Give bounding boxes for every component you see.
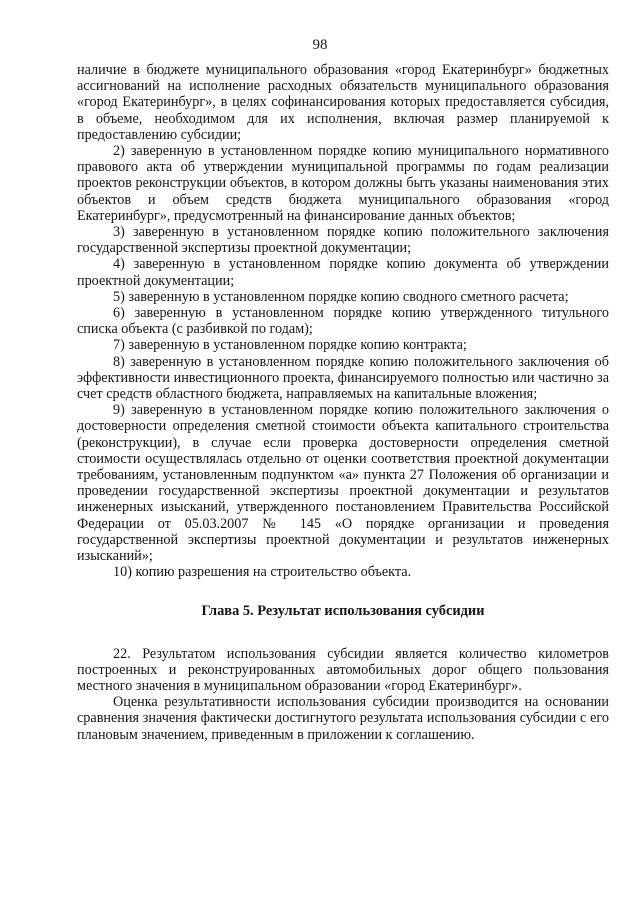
list-item-4: 4) заверенную в установленном порядке копию документа об утверждении проектной документации; — [77, 256, 609, 289]
paragraph-evaluation: Оценка результативности использования субсидии производится на основании сравнения значения фактически достигнутого результата использования субсидии с его плановым значением, приведенным в приложении к соглашению. — [77, 694, 609, 743]
list-item-7: 7) заверенную в установленном порядке копию контракта; — [113, 337, 467, 354]
document-body — [77, 62, 609, 743]
list-item-8: 8) заверенную в установленном порядке копию положительного заключения об эффективности инвестиционного проекта, финансируемого полностью или частично за счет средств областного бюджета, направляемых на капитальные вложения; — [77, 353, 609, 403]
list-item-6: 6) заверенную в установленном порядке копию утвержденного титульного списка объекта (с разбивкой по годам); — [77, 305, 609, 338]
list-item-9: 9) заверенную в установленном порядке копию положительного заключения о достоверности определения сметной стоимости объекта капитального строительства (реконструкции), в случае если проверка достоверности определения сметной стоимости осуществлялась отдельно от оценки соответствия проектной документации требованиям, установленным подпунктом «а» пункта 27 Положения об организации и проведении государственной экспертизы проектной документации и результатов инженерных изысканий, утвержденного постановлением Правительства Российской Федерации от 05.03.2007 № 145 «О порядке организации и проведения государственной экспертизы проектной документации и результатов инженерных изысканий»; — [77, 402, 609, 565]
list-item-5: 5) заверенную в установленном порядке копию сводного сметного расчета; — [113, 288, 569, 305]
list-item-2: 2) заверенную в установленном порядке копию муниципального нормативного правового акта об утверждении муниципальной программы по годам реализации проектов реконструкции объектов, в котором должны быть указаны наименования этих объектов и объем средств бюджета муниципального образования «город Екатеринбург», предусмотренный на финансирование данных объектов; — [77, 143, 609, 224]
page-number: 98 — [312, 37, 328, 53]
paragraph-continuation: наличие в бюджете муниципального образования «город Екатеринбург» бюджетных ассигнований на исполнение расходных обязательств муниципального образования «город Екатеринбург», в целях софинансирования которых предоставляется субсидия, в объеме, необходимом для их исполнения, включая размер планируемой к предоставлению субсидии; — [77, 62, 609, 143]
chapter-heading: Глава 5. Результат использования субсидии — [201, 602, 485, 619]
list-item-10: 10) копию разрешения на строительство объекта. — [113, 564, 412, 581]
paragraph-22: 22. Результатом использования субсидии является количество километров построенных и реконструированных автомобильных дорог общего пользования местного значения в муниципальном образовании «город Екатеринбург». — [77, 645, 609, 694]
list-item-3: 3) заверенную в установленном порядке копию положительного заключения государственной экспертизы проектной документации; — [77, 224, 609, 257]
